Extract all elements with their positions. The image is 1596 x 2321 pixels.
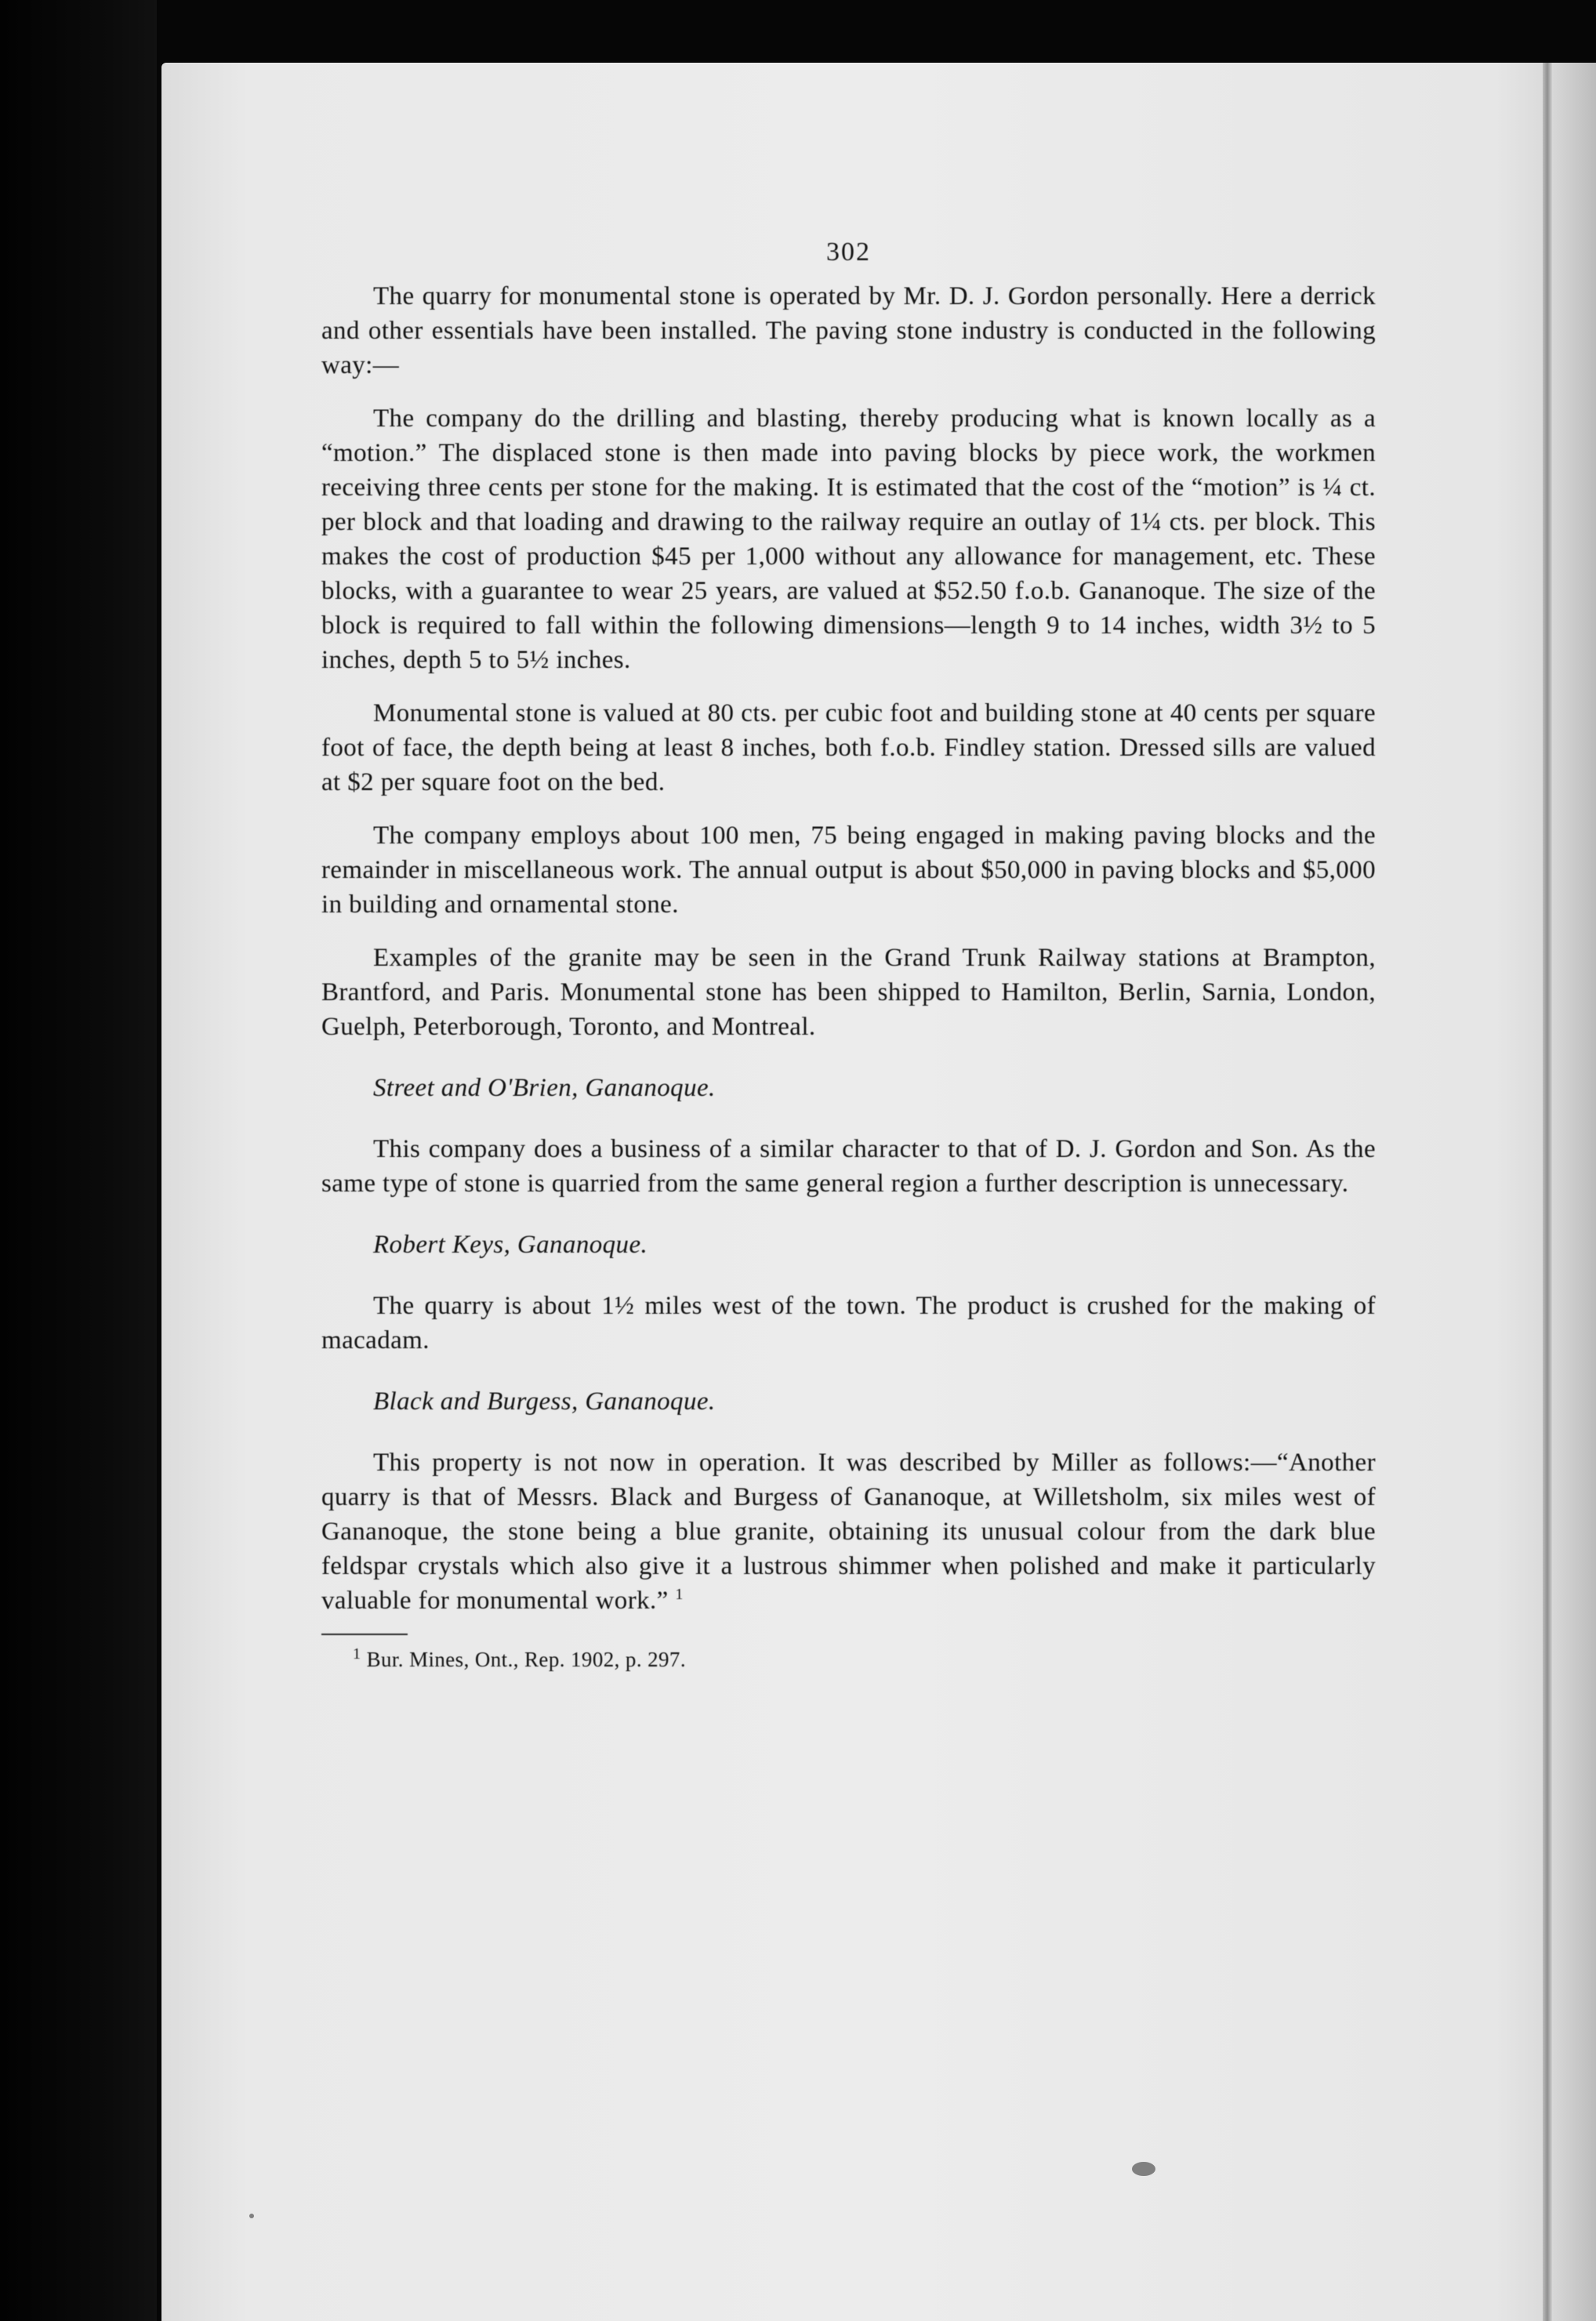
page-text xyxy=(321,235,1376,1673)
paragraph-paving-process: The company do the drilling and blasting, thereby producing what is known locally as a “motion.” The displaced stone is then made into paving blocks by piece work, the workmen receiving three cents per stone for the making. It is estimated that the cost of the “motion” is ¼ ct. per block and that loading and drawing to the railway require an outlay of 1¼ cts. per block. This makes the cost of production $45 per 1,000 without any allowance for management, etc. These blocks, with a guarantee to wear 25 years, are valued at $52.50 f.o.b. Gananoque. The size of the block is required to fall within the following dimensions—length 9 to 14 inches, width 3½ to 5 inches, depth 5 to 5½ inches. xyxy=(321,404,1376,674)
paragraph-black-burgess-text: This property is not now in operation. It was described by Miller as follows:—“Another quarry is that of Messrs. Black and Burgess of Gananoque, at Willetsholm, six miles west of Gananoque, the stone being a blue granite, obtaining its unusual colour from the dark blue feldspar crystals which also give it a lustrous shimmer when polished and make it particularly valuable for monumental work.” xyxy=(321,1449,1376,1615)
paragraph-employment-output: The company employs about 100 men, 75 being engaged in making paving blocks and the remainder in miscellaneous work. The annual output is about $50,000 in paving blocks and $5,000 in building and ornamental stone. xyxy=(321,821,1376,919)
paragraph-granite-examples: Examples of the granite may be seen in the Grand Trunk Railway stations at Brampton, Brantford, and Paris. Monumental stone has been shipped to Hamilton, Berlin, Sarnia, London, Guelph, Peterborough, Toronto, and Montreal. xyxy=(321,944,1376,1041)
scan-smudge xyxy=(1132,2162,1155,2176)
footnote-marker: 1 xyxy=(353,1645,361,1663)
page-fold-shadow xyxy=(1543,63,1552,2321)
scan-border-left xyxy=(0,0,157,2321)
footnote-reference: 1 xyxy=(675,1586,684,1603)
footnote-text: Bur. Mines, Ont., Rep. 1902, p. 297. xyxy=(366,1648,686,1671)
section-heading-robert-keys: Robert Keys, Gananoque. xyxy=(373,1231,648,1259)
paragraph-street-obrien: This company does a business of a similar character to that of D. J. Gordon and Son. As the same type of stone is quarried from the same general region a further description is unnecessary. xyxy=(321,1135,1376,1198)
paragraph-black-burgess xyxy=(321,1445,1376,1618)
paragraph-quarry-operation: The quarry for monumental stone is operated by Mr. D. J. Gordon personally. Here a derrick and other essentials have been installed. The paving stone industry is conducted in the following way:— xyxy=(321,282,1376,379)
page-number: 302 xyxy=(826,238,871,267)
section-heading-street-obrien: Street and O'Brien, Gananoque. xyxy=(373,1074,716,1102)
footnote-divider xyxy=(321,1634,408,1635)
section-heading-black-burgess: Black and Burgess, Gananoque. xyxy=(373,1387,716,1416)
footnote xyxy=(321,1646,1376,1673)
scan-speck xyxy=(249,2214,254,2218)
page-right-edge xyxy=(1552,63,1596,2321)
paragraph-stone-values: Monumental stone is valued at 80 cts. per cubic foot and building stone at 40 cents per square foot of face, the depth being at least 8 inches, both f.o.b. Findley station. Dressed sills are valued at $2 per square foot on the bed. xyxy=(321,699,1376,796)
paragraph-robert-keys: The quarry is about 1½ miles west of the town. The product is crushed for the making of macadam. xyxy=(321,1292,1376,1355)
